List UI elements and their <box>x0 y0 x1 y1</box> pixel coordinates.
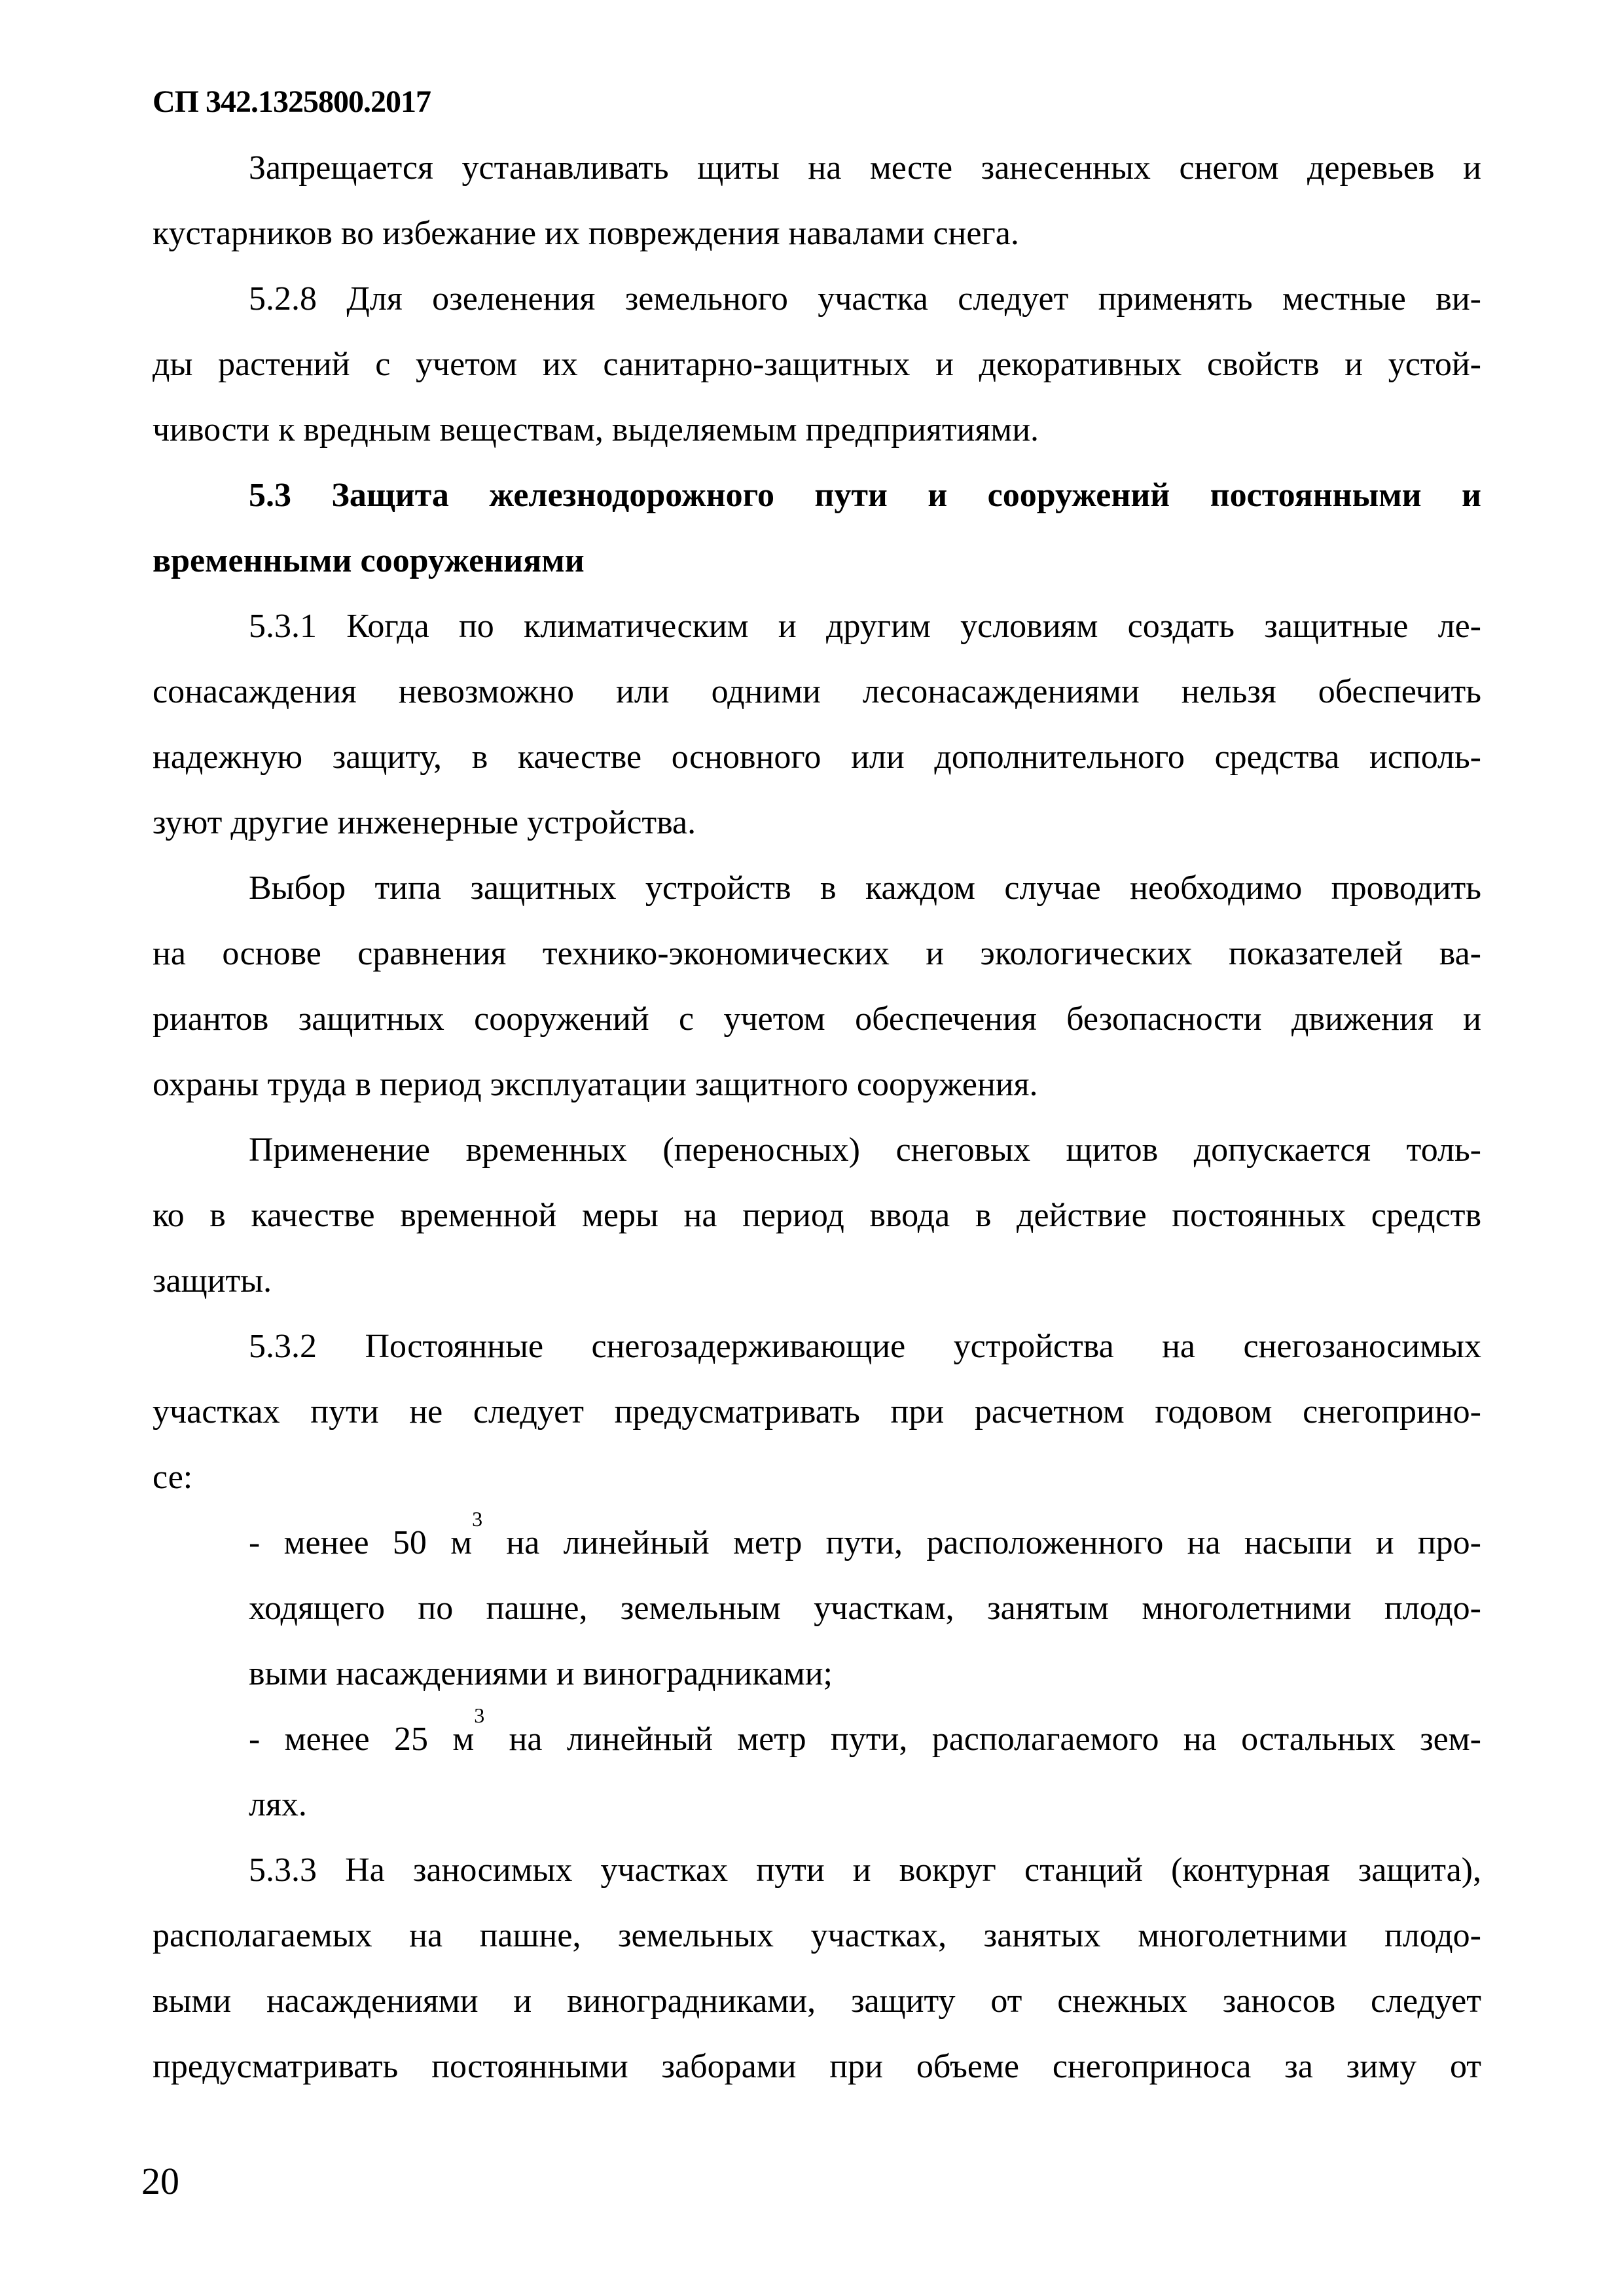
text-line: риантов защитных сооружений с учетом обеспечения безопасности движения и <box>153 1000 1481 1038</box>
list-item-line: ходящего по пашне, земельным участкам, занятым многолетними плодо- <box>249 1590 1481 1627</box>
page-number: 20 <box>141 2160 179 2202</box>
text-line: 5.2.8 Для озеленения земельного участка следует применять местные ви- <box>249 280 1481 318</box>
document-body <box>153 136 1481 2100</box>
text-line: ко в качестве временной меры на период ввода в действие постоянных средств <box>153 1197 1481 1234</box>
text-line: 5.3.3 На заносимых участках пути и вокруг станций (контурная защита), <box>249 1851 1481 1889</box>
text-line: 5.3.1 Когда по климатическим и другим условиям создать защитные ле- <box>249 608 1481 645</box>
text-line: се: <box>153 1459 193 1496</box>
text-line: чивости к вредным веществам, выделяемым предприятиями. <box>153 411 1039 448</box>
text-line: ды растений с учетом их санитарно-защитных и декоративных свойств и устой- <box>153 346 1481 383</box>
list-item-line: лях. <box>249 1786 307 1823</box>
superscript-cubed: 3 <box>472 1506 483 1531</box>
section-heading-line: 5.3 Защита железнодорожного пути и сооружений постоянными и <box>249 477 1481 514</box>
text-line: располагаемых на пашне, земельных участках, занятых многолетними плодо- <box>153 1917 1481 1954</box>
list-item-text: на линейный метр пути, располагаемого на остальных зем- <box>484 1721 1481 1758</box>
text-line: на основе сравнения технико-экономических и экологических показателей ва- <box>153 935 1481 972</box>
document-code: СП 342.1325800.2017 <box>153 84 431 119</box>
list-item-line: выми насаждениями и виноградниками; <box>249 1655 833 1692</box>
text-line: участках пути не следует предусматривать при расчетном годовом снегоприно- <box>153 1393 1481 1430</box>
text-line: Применение временных (переносных) снеговых щитов допускается толь- <box>249 1131 1481 1169</box>
text-line: Выбор типа защитных устройств в каждом случае необходимо проводить <box>249 869 1481 907</box>
text-line: предусматривать постоянными заборами при объеме снегоприноса за зиму от <box>153 2048 1481 2085</box>
list-item-text: - менее 25 м <box>249 1721 475 1758</box>
list-item-text: - менее 50 м <box>249 1524 473 1561</box>
text-line: зуют другие инженерные устройства. <box>153 804 696 841</box>
text-line: Запрещается устанавливать щиты на месте занесенных снегом деревьев и <box>249 149 1481 187</box>
superscript-cubed: 3 <box>474 1703 485 1727</box>
list-item-line <box>249 1703 1481 1772</box>
list-item-line <box>249 1506 1481 1576</box>
text-line: охраны труда в период эксплуатации защитного сооружения. <box>153 1066 1038 1103</box>
text-line: защиты. <box>153 1262 272 1300</box>
text-line: 5.3.2 Постоянные снегозадерживающие устройства на снегозаносимых <box>249 1328 1481 1365</box>
list-item-text: на линейный метр пути, расположенного на насыпи и про- <box>482 1524 1481 1561</box>
section-heading-line: временными сооружениями <box>153 542 585 579</box>
text-line: сонасаждения невозможно или одними лесонасаждениями нельзя обеспечить <box>153 673 1481 710</box>
text-line: надежную защиту, в качестве основного или дополнительного средства исполь- <box>153 738 1481 776</box>
text-line: выми насаждениями и виноградниками, защиту от снежных заносов следует <box>153 1982 1481 2020</box>
text-line: кустарников во избежание их повреждения навалами снега. <box>153 215 1019 252</box>
